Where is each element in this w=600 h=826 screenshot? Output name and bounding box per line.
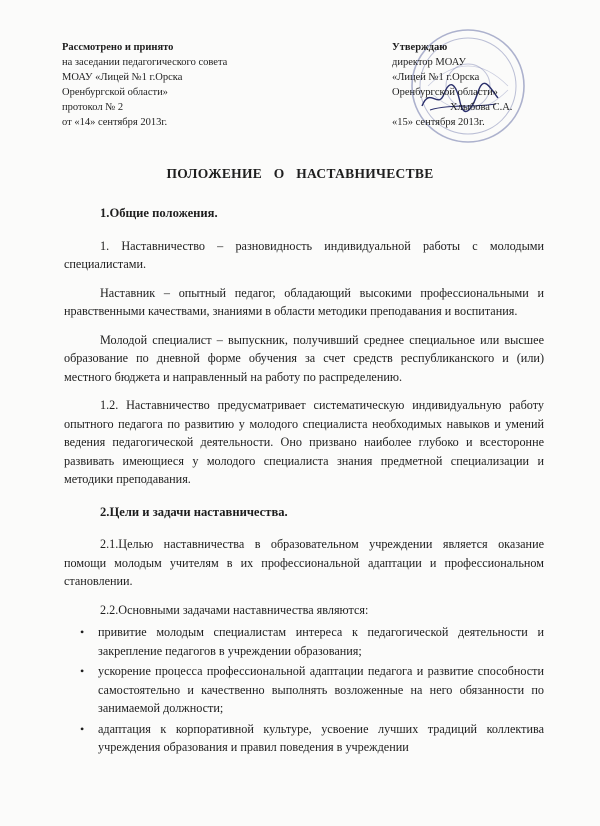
approval-block-left <box>62 40 292 130</box>
header-left-line-6: от «14» сентября 2013г. <box>62 117 168 128</box>
list-item <box>64 720 544 757</box>
header-right-line-5: Хлыбова С.А. <box>450 102 513 113</box>
list-item-text: ускорение процесса профессиональной адаптации педагога и развитие способности самостоятельно и качественно выполнять возложенные на него обязанности по занимаемой должности; <box>98 664 544 715</box>
header-right-line-3: «Лицей №1 г.Орска <box>392 72 480 83</box>
tasks-list <box>64 623 544 757</box>
section-1-paragraph-1: 1. Наставничество – разновидность индивидуальной работы с молодыми специалистами. <box>64 238 544 271</box>
document-title: ПОЛОЖЕНИЕ О НАСТАВНИЧЕСТВЕ <box>166 166 434 181</box>
list-item <box>64 623 544 660</box>
header-left-line-3: МОАУ «Лицей №1 г.Орска <box>62 72 183 83</box>
section-1-paragraph-2: Наставник – опытный педагог, обладающий высокими профессиональными и нравственными качествами, знаниями в области методики преподавания и воспитания. <box>64 285 544 318</box>
bullet-icon: • <box>80 625 85 639</box>
bullet-icon: • <box>80 664 85 678</box>
header-right-line-6: «15» сентября 2013г. <box>392 117 485 128</box>
section-1-paragraph-3: Молодой специалист – выпускник, получивший среднее специальное или высшее образование по дневной форме обучения за счет средств республиканского и (или) местного бюджета и направленный на работу по распределению. <box>64 332 544 384</box>
section-2-paragraph-2: 2.2.Основными задачами наставничества являются: <box>100 602 369 617</box>
header-left-line-1: Рассмотрено и принято <box>62 42 174 53</box>
section-1-heading: 1.Общие положения. <box>100 206 218 220</box>
header-left-line-2: на заседании педагогического совета <box>62 57 228 68</box>
approval-block-right <box>392 40 562 130</box>
document-body <box>64 204 544 759</box>
header-right-line-4: Оренбургской области» <box>392 87 498 98</box>
section-2-heading: 2.Цели и задачи наставничества. <box>100 504 288 519</box>
header-right-line-1: Утверждаю <box>392 42 448 53</box>
bullet-icon: • <box>80 721 85 736</box>
header-right-line-2: директор МОАУ <box>392 57 466 68</box>
header-left-line-4: Оренбургской области» <box>62 87 168 98</box>
list-item <box>64 662 544 718</box>
section-2-paragraph-1: 2.1.Целью наставничества в образовательном учреждении является оказание помощи молодым учителям в их профессиональной адаптации и профессиональном становлении. <box>64 537 544 588</box>
section-1-paragraph-4: 1.2. Наставничество предусматривает систематическую индивидуальную работу опытного педагога по развитию у молодого специалиста необходимых навыков и умений ведения педагогической деятельности. Оно призвано наиболее глубоко и всесторонне развивать имеющиеся у молодого специалиста знания предметной специализации и методики преподавания. <box>64 398 544 486</box>
list-item-text: адаптация к корпоративной культуре, усвоение лучших традиций коллектива учреждения образования и правил поведения в учреждении <box>98 721 544 754</box>
header-left-line-5: протокол № 2 <box>62 102 124 113</box>
list-item-text: привитие молодым специалистам интереса к педагогической деятельности и закрепление педагогов в учреждении образования; <box>98 625 544 658</box>
